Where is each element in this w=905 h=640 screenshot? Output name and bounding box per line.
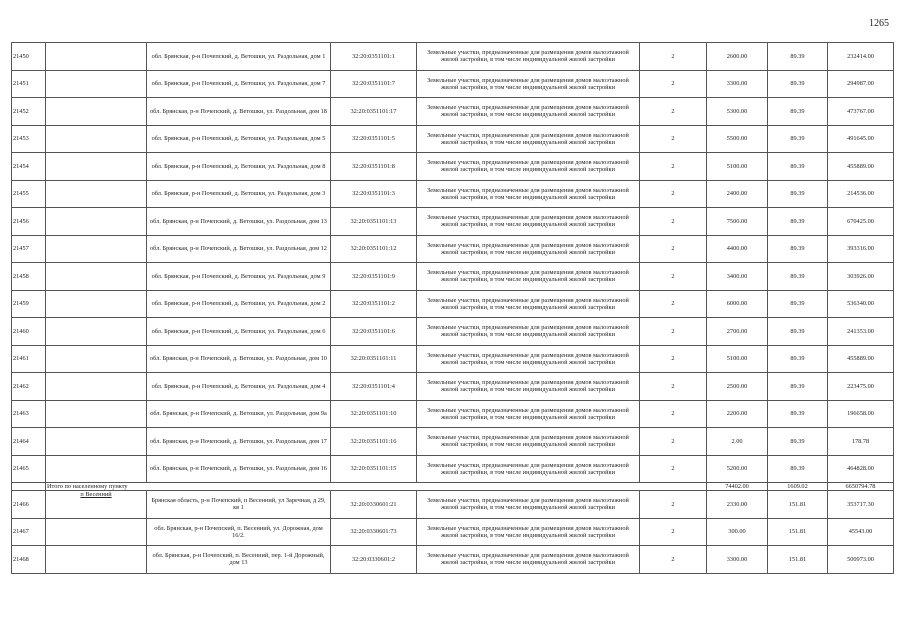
- cadastral-value-cell: 455889.00: [828, 153, 894, 181]
- settlement-cell: [46, 290, 147, 318]
- specific-value-cell: 89.39: [768, 70, 828, 98]
- specific-value-cell: 89.39: [768, 125, 828, 153]
- cadastral-number-cell: 32:20:0330601:21: [331, 491, 417, 519]
- settlement-cell: [46, 208, 147, 236]
- row-number: 21463: [12, 400, 46, 428]
- specific-value-cell: 89.39: [768, 345, 828, 373]
- area-cell: 2200.00: [707, 400, 768, 428]
- table-row: [12, 180, 894, 208]
- settlement-cell: [46, 153, 147, 181]
- address-cell: Брянская область, р-н Почепский, п Весенний, ул Заречная, д 29, кв 1: [147, 491, 331, 519]
- row-number: 21464: [12, 428, 46, 456]
- land-use-cell: Земельные участки, предназначенные для размещения домов малоэтажной жилой застройки, в том числе индивидуальной жилой застройки: [417, 125, 640, 153]
- area-cell: 2700.00: [707, 318, 768, 346]
- cadastral-number-cell: 32:20:0351101:6: [331, 318, 417, 346]
- table-row: [12, 345, 894, 373]
- address-cell: обл. Брянская, р-н Почепский, п. Весенний, пер. 1-й Дорожный, дом 13: [147, 546, 331, 574]
- table-row: [12, 400, 894, 428]
- cadastral-number-cell: 32:20:0351101:5: [331, 125, 417, 153]
- row-number: 21451: [12, 70, 46, 98]
- area-cell: 2400.00: [707, 180, 768, 208]
- group-cell: 2: [640, 125, 707, 153]
- cadastral-value-cell: 353717.30: [828, 491, 894, 519]
- row-number: 21457: [12, 235, 46, 263]
- cadastral-value-cell: 473767.00: [828, 98, 894, 126]
- specific-value-cell: 89.39: [768, 180, 828, 208]
- table-row: [12, 208, 894, 236]
- group-cell: 2: [640, 455, 707, 483]
- specific-value-cell: 89.39: [768, 400, 828, 428]
- settlement-cell: [46, 373, 147, 401]
- table-body: [12, 43, 894, 574]
- specific-value-cell: 89.39: [768, 235, 828, 263]
- cadastral-number-cell: 32:20:0351101:7: [331, 70, 417, 98]
- specific-value-cell: 89.39: [768, 98, 828, 126]
- cadastral-value-cell: 178.78: [828, 428, 894, 456]
- cadastral-value-cell: 196658.00: [828, 400, 894, 428]
- address-cell: обл. Брянская, р-н Почепский, д. Ветошки, ул. Раздольная, дом 3: [147, 180, 331, 208]
- settlement-cell: [46, 98, 147, 126]
- address-cell: обл. Брянская, р-н Почепский, д. Ветошки, ул. Раздольная, дом 6: [147, 318, 331, 346]
- area-cell: 3300.00: [707, 70, 768, 98]
- row-number: 21453: [12, 125, 46, 153]
- land-use-cell: Земельные участки, предназначенные для размещения домов малоэтажной жилой застройки, в том числе индивидуальной жилой застройки: [417, 180, 640, 208]
- group-cell: 2: [640, 180, 707, 208]
- total-value: 6650794.78: [828, 483, 894, 491]
- area-cell: 5200.00: [707, 455, 768, 483]
- cadastral-value-cell: 536340.00: [828, 290, 894, 318]
- settlement-cell: [46, 43, 147, 71]
- area-cell: 4400.00: [707, 235, 768, 263]
- address-cell: обл. Брянская, р-н Почепский, д. Ветошки, ул. Раздольная, дом 9а: [147, 400, 331, 428]
- specific-value-cell: 89.39: [768, 373, 828, 401]
- specific-value-cell: 151.81: [768, 491, 828, 519]
- area-cell: 2600.00: [707, 43, 768, 71]
- row-number: 21467: [12, 518, 46, 546]
- group-cell: 2: [640, 263, 707, 291]
- land-use-cell: Земельные участки, предназначенные для размещения домов малоэтажной жилой застройки, в том числе индивидуальной жилой застройки: [417, 491, 640, 519]
- row-number: 21461: [12, 345, 46, 373]
- address-cell: обл. Брянская, р-н Почепский, д. Ветошки, ул. Раздольная, дом 9: [147, 263, 331, 291]
- address-cell: обл. Брянская, р-н Почепский, д. Ветошки, ул. Раздольная, дом 8: [147, 153, 331, 181]
- page-number: 1265: [869, 18, 889, 29]
- settlement-cell: [46, 263, 147, 291]
- area-cell: 300.00: [707, 518, 768, 546]
- table-row: [12, 318, 894, 346]
- total-label: Итого по населенному пункту: [46, 483, 707, 491]
- land-use-cell: Земельные участки, предназначенные для размещения домов малоэтажной жилой застройки, в том числе индивидуальной жилой застройки: [417, 153, 640, 181]
- table-row: [12, 518, 894, 546]
- area-cell: 2330.00: [707, 491, 768, 519]
- settlement-cell: [46, 235, 147, 263]
- settlement-name: п Весенний: [80, 491, 112, 499]
- cadastral-number-cell: 32:20:0330601:2: [331, 546, 417, 574]
- cadastral-number-cell: 32:20:0351101:8: [331, 153, 417, 181]
- specific-value-cell: 151.81: [768, 518, 828, 546]
- cadastral-value-cell: 214536.00: [828, 180, 894, 208]
- cadastral-value-table: [11, 42, 894, 574]
- settlement-cell: [46, 125, 147, 153]
- specific-value-cell: 89.39: [768, 290, 828, 318]
- row-number: 21456: [12, 208, 46, 236]
- address-cell: обл. Брянская, р-н Почепский, д. Ветошки, ул. Раздольная, дом 2: [147, 290, 331, 318]
- address-cell: обл. Брянская, р-н Почепский, д. Ветошки, ул. Раздольная, дом 18: [147, 98, 331, 126]
- land-use-cell: Земельные участки, предназначенные для размещения домов малоэтажной жилой застройки, в том числе индивидуальной жилой застройки: [417, 43, 640, 71]
- settlement-cell: [46, 400, 147, 428]
- land-use-cell: Земельные участки, предназначенные для размещения домов малоэтажной жилой застройки, в том числе индивидуальной жилой застройки: [417, 455, 640, 483]
- group-cell: 2: [640, 98, 707, 126]
- cadastral-number-cell: 32:20:0351101:12: [331, 235, 417, 263]
- land-use-cell: Земельные участки, предназначенные для размещения домов малоэтажной жилой застройки, в том числе индивидуальной жилой застройки: [417, 98, 640, 126]
- specific-value-cell: 89.39: [768, 318, 828, 346]
- cadastral-number-cell: 32:20:0330601:73: [331, 518, 417, 546]
- address-cell: обл. Брянская, р-н Почепский, д. Ветошки, ул. Раздольная, дом 7: [147, 70, 331, 98]
- settlement-cell: [46, 546, 147, 574]
- settlement-cell: [46, 455, 147, 483]
- area-cell: 3300.00: [707, 546, 768, 574]
- table-row: [12, 373, 894, 401]
- table-row: [12, 263, 894, 291]
- table-row: [12, 98, 894, 126]
- specific-value-cell: 89.39: [768, 208, 828, 236]
- group-cell: 2: [640, 153, 707, 181]
- cadastral-value-cell: 393316.00: [828, 235, 894, 263]
- address-cell: обл. Брянская, р-н Почепский, д. Ветошки, ул. Раздольная, дом 16: [147, 455, 331, 483]
- land-use-cell: Земельные участки, предназначенные для размещения домов малоэтажной жилой застройки, в том числе индивидуальной жилой застройки: [417, 428, 640, 456]
- land-use-cell: Земельные участки, предназначенные для размещения домов малоэтажной жилой застройки, в том числе индивидуальной жилой застройки: [417, 546, 640, 574]
- cadastral-number-cell: 32:20:0351101:10: [331, 400, 417, 428]
- cadastral-number-cell: 32:20:0351101:1: [331, 43, 417, 71]
- area-cell: 5100.00: [707, 345, 768, 373]
- cadastral-number-cell: 32:20:0351101:2: [331, 290, 417, 318]
- specific-value-cell: 89.39: [768, 43, 828, 71]
- cadastral-value-cell: 223475.00: [828, 373, 894, 401]
- row-number: 21458: [12, 263, 46, 291]
- cadastral-value-cell: 500973.00: [828, 546, 894, 574]
- cadastral-value-cell: 455889.00: [828, 345, 894, 373]
- address-cell: обл. Брянская, р-н Почепский, д. Ветошки, ул. Раздольная, дом 10: [147, 345, 331, 373]
- cadastral-number-cell: 32:20:0351101:3: [331, 180, 417, 208]
- area-cell: 6000.00: [707, 290, 768, 318]
- row-number: 21466: [12, 491, 46, 519]
- cadastral-value-cell: 491645.00: [828, 125, 894, 153]
- row-number: 21455: [12, 180, 46, 208]
- group-cell: 2: [640, 290, 707, 318]
- group-cell: 2: [640, 546, 707, 574]
- settlement-total-row: [12, 483, 894, 491]
- area-cell: 2500.00: [707, 373, 768, 401]
- settlement-cell: [46, 518, 147, 546]
- cadastral-value-cell: 241353.00: [828, 318, 894, 346]
- total-area: 74402.00: [707, 483, 768, 491]
- settlement-cell: [46, 345, 147, 373]
- land-use-cell: Земельные участки, предназначенные для размещения домов малоэтажной жилой застройки, в том числе индивидуальной жилой застройки: [417, 208, 640, 236]
- address-cell: обл. Брянская, р-н Почепский, д. Ветошки, ул. Раздольная, дом 12: [147, 235, 331, 263]
- group-cell: 2: [640, 318, 707, 346]
- table-row: [12, 125, 894, 153]
- table-row: [12, 235, 894, 263]
- settlement-cell: [46, 318, 147, 346]
- specific-value-cell: 151.81: [768, 546, 828, 574]
- land-use-cell: Земельные участки, предназначенные для размещения домов малоэтажной жилой застройки, в том числе индивидуальной жилой застройки: [417, 70, 640, 98]
- settlement-cell: [46, 180, 147, 208]
- settlement-name-cell: [46, 491, 147, 519]
- address-cell: обл. Брянская, р-н Почепский, д. Ветошки, ул. Раздольная, дом 13: [147, 208, 331, 236]
- address-cell: обл. Брянская, р-н Почепский, д. Ветошки, ул. Раздольная, дом 1: [147, 43, 331, 71]
- cadastral-number-cell: 32:20:0351101:16: [331, 428, 417, 456]
- row-number: 21454: [12, 153, 46, 181]
- cadastral-number-cell: 32:20:0351101:9: [331, 263, 417, 291]
- table-row: [12, 428, 894, 456]
- settlement-cell: [46, 70, 147, 98]
- land-use-cell: Земельные участки, предназначенные для размещения домов малоэтажной жилой застройки, в том числе индивидуальной жилой застройки: [417, 518, 640, 546]
- area-cell: 2.00: [707, 428, 768, 456]
- address-cell: обл. Брянская, р-н Почепский, д. Ветошки, ул. Раздольная, дом 17: [147, 428, 331, 456]
- cadastral-number-cell: 32:20:0351101:11: [331, 345, 417, 373]
- specific-value-cell: 89.39: [768, 428, 828, 456]
- area-cell: 5300.00: [707, 98, 768, 126]
- group-cell: 2: [640, 208, 707, 236]
- area-cell: 5500.00: [707, 125, 768, 153]
- address-cell: обл. Брянская, р-н Почепский, п. Весенний, ул. Дорожная, дом 16/2.: [147, 518, 331, 546]
- row-number: 21459: [12, 290, 46, 318]
- row-number: 21452: [12, 98, 46, 126]
- land-use-cell: Земельные участки, предназначенные для размещения домов малоэтажной жилой застройки, в том числе индивидуальной жилой застройки: [417, 345, 640, 373]
- table-row: [12, 290, 894, 318]
- area-cell: 3400.00: [707, 263, 768, 291]
- table-row: [12, 153, 894, 181]
- land-use-cell: Земельные участки, предназначенные для размещения домов малоэтажной жилой застройки, в том числе индивидуальной жилой застройки: [417, 263, 640, 291]
- address-cell: обл. Брянская, р-н Почепский, д. Ветошки, ул. Раздольная, дом 5: [147, 125, 331, 153]
- cadastral-number-cell: 32:20:0351101:17: [331, 98, 417, 126]
- group-cell: 2: [640, 345, 707, 373]
- table-row: [12, 43, 894, 71]
- cadastral-value-cell: 464828.00: [828, 455, 894, 483]
- total-rate: 1609.02: [768, 483, 828, 491]
- cadastral-value-cell: 294987.00: [828, 70, 894, 98]
- row-number: 21462: [12, 373, 46, 401]
- table-row: [12, 455, 894, 483]
- cadastral-number-cell: 32:20:0351101:4: [331, 373, 417, 401]
- area-cell: 5100.00: [707, 153, 768, 181]
- specific-value-cell: 89.39: [768, 263, 828, 291]
- cadastral-value-cell: 303926.00: [828, 263, 894, 291]
- row-number: 21450: [12, 43, 46, 71]
- specific-value-cell: 89.39: [768, 455, 828, 483]
- table-row: [12, 491, 894, 519]
- land-use-cell: Земельные участки, предназначенные для размещения домов малоэтажной жилой застройки, в том числе индивидуальной жилой застройки: [417, 373, 640, 401]
- group-cell: 2: [640, 235, 707, 263]
- cadastral-number-cell: 32:20:0351101:15: [331, 455, 417, 483]
- specific-value-cell: 89.39: [768, 153, 828, 181]
- row-number: 21468: [12, 546, 46, 574]
- land-use-cell: Земельные участки, предназначенные для размещения домов малоэтажной жилой застройки, в том числе индивидуальной жилой застройки: [417, 290, 640, 318]
- group-cell: 2: [640, 70, 707, 98]
- table-row: [12, 546, 894, 574]
- land-use-cell: Земельные участки, предназначенные для размещения домов малоэтажной жилой застройки, в том числе индивидуальной жилой застройки: [417, 400, 640, 428]
- group-cell: 2: [640, 491, 707, 519]
- group-cell: 2: [640, 400, 707, 428]
- total-empty-cell: [12, 483, 46, 491]
- cadastral-value-cell: 670425.00: [828, 208, 894, 236]
- address-cell: обл. Брянская, р-н Почепский, д. Ветошки, ул. Раздольная, дом 4: [147, 373, 331, 401]
- land-use-cell: Земельные участки, предназначенные для размещения домов малоэтажной жилой застройки, в том числе индивидуальной жилой застройки: [417, 235, 640, 263]
- settlement-cell: [46, 428, 147, 456]
- table-row: [12, 70, 894, 98]
- cadastral-value-cell: 232414.00: [828, 43, 894, 71]
- row-number: 21465: [12, 455, 46, 483]
- group-cell: 2: [640, 373, 707, 401]
- group-cell: 2: [640, 428, 707, 456]
- group-cell: 2: [640, 43, 707, 71]
- group-cell: 2: [640, 518, 707, 546]
- cadastral-value-cell: 45543.00: [828, 518, 894, 546]
- land-use-cell: Земельные участки, предназначенные для размещения домов малоэтажной жилой застройки, в том числе индивидуальной жилой застройки: [417, 318, 640, 346]
- cadastral-number-cell: 32:20:0351101:13: [331, 208, 417, 236]
- area-cell: 7500.00: [707, 208, 768, 236]
- row-number: 21460: [12, 318, 46, 346]
